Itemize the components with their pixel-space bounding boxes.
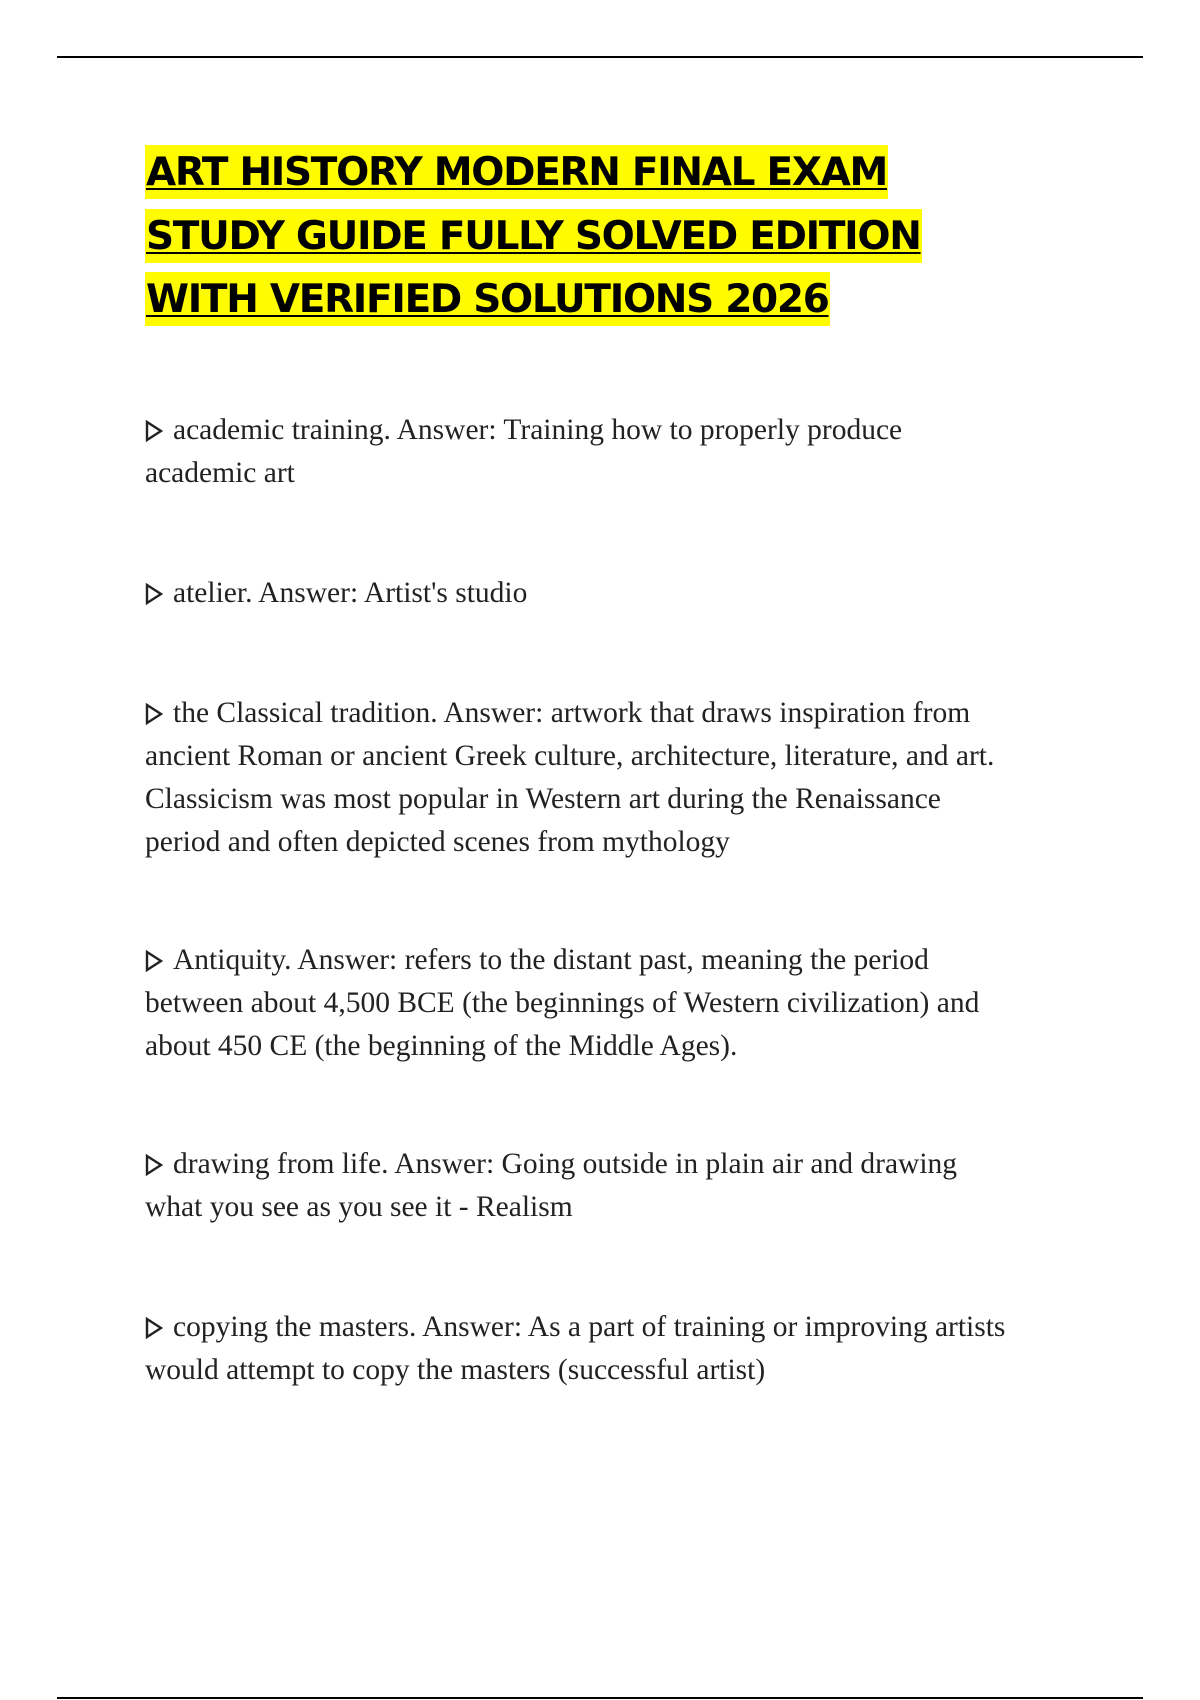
outlined-right-triangle-icon [145, 703, 163, 725]
entry-line [145, 692, 1095, 735]
outlined-right-triangle-icon [145, 1317, 163, 1339]
entry-text: Antiquity. Answer: refers to the distant past, meaning the period [173, 944, 929, 976]
entry-line: would attempt to copy the masters (successful artist) [145, 1354, 766, 1386]
entry-text: copying the masters. Answer: As a part of training or improving artists [173, 1311, 1006, 1343]
qa-entry-drawing-from-life [145, 1143, 1095, 1229]
bottom-horizontal-rule [57, 1697, 1143, 1699]
top-horizontal-rule [57, 56, 1143, 58]
title-line-text: WITH VERIFIED SOLUTIONS 2026 [145, 272, 830, 326]
entry-line [145, 1143, 1095, 1186]
qa-entry-antiquity [145, 939, 1095, 1068]
outlined-right-triangle-icon [145, 950, 163, 972]
qa-entry-academic-training [145, 409, 1095, 495]
entry-text: academic training. Answer: Training how to properly produce [173, 414, 903, 446]
entry-text: the Classical tradition. Answer: artwork that draws inspiration from [173, 697, 971, 729]
entry-line: Classicism was most popular in Western art during the Renaissance [145, 783, 941, 815]
entry-line: period and often depicted scenes from mythology [145, 826, 730, 858]
outlined-right-triangle-icon [145, 420, 163, 442]
title-line [145, 209, 1105, 273]
entry-text: atelier. Answer: Artist's studio [173, 577, 528, 609]
entry-line [145, 409, 1095, 452]
outlined-right-triangle-icon [145, 1154, 163, 1176]
document-title [145, 145, 1105, 336]
entry-line: ancient Roman or ancient Greek culture, architecture, literature, and art. [145, 740, 995, 772]
title-line-text: ART HISTORY MODERN FINAL EXAM [145, 145, 888, 199]
entry-line: what you see as you see it - Realism [145, 1191, 573, 1223]
entry-line [145, 939, 1095, 982]
entry-text: drawing from life. Answer: Going outside in plain air and drawing [173, 1148, 958, 1180]
qa-entry-copying-the-masters [145, 1306, 1095, 1392]
title-line [145, 272, 1105, 336]
qa-entry-atelier [145, 572, 1095, 615]
qa-entry-classical-tradition [145, 692, 1095, 864]
entry-line: academic art [145, 457, 295, 489]
entry-line: about 450 CE (the beginning of the Middle Ages). [145, 1030, 738, 1062]
entry-line [145, 1306, 1095, 1349]
outlined-right-triangle-icon [145, 583, 163, 605]
title-line-text: STUDY GUIDE FULLY SOLVED EDITION [145, 209, 922, 263]
title-line [145, 145, 1105, 209]
entry-line [145, 572, 1095, 615]
entry-line: between about 4,500 BCE (the beginnings of Western civilization) and [145, 987, 980, 1019]
